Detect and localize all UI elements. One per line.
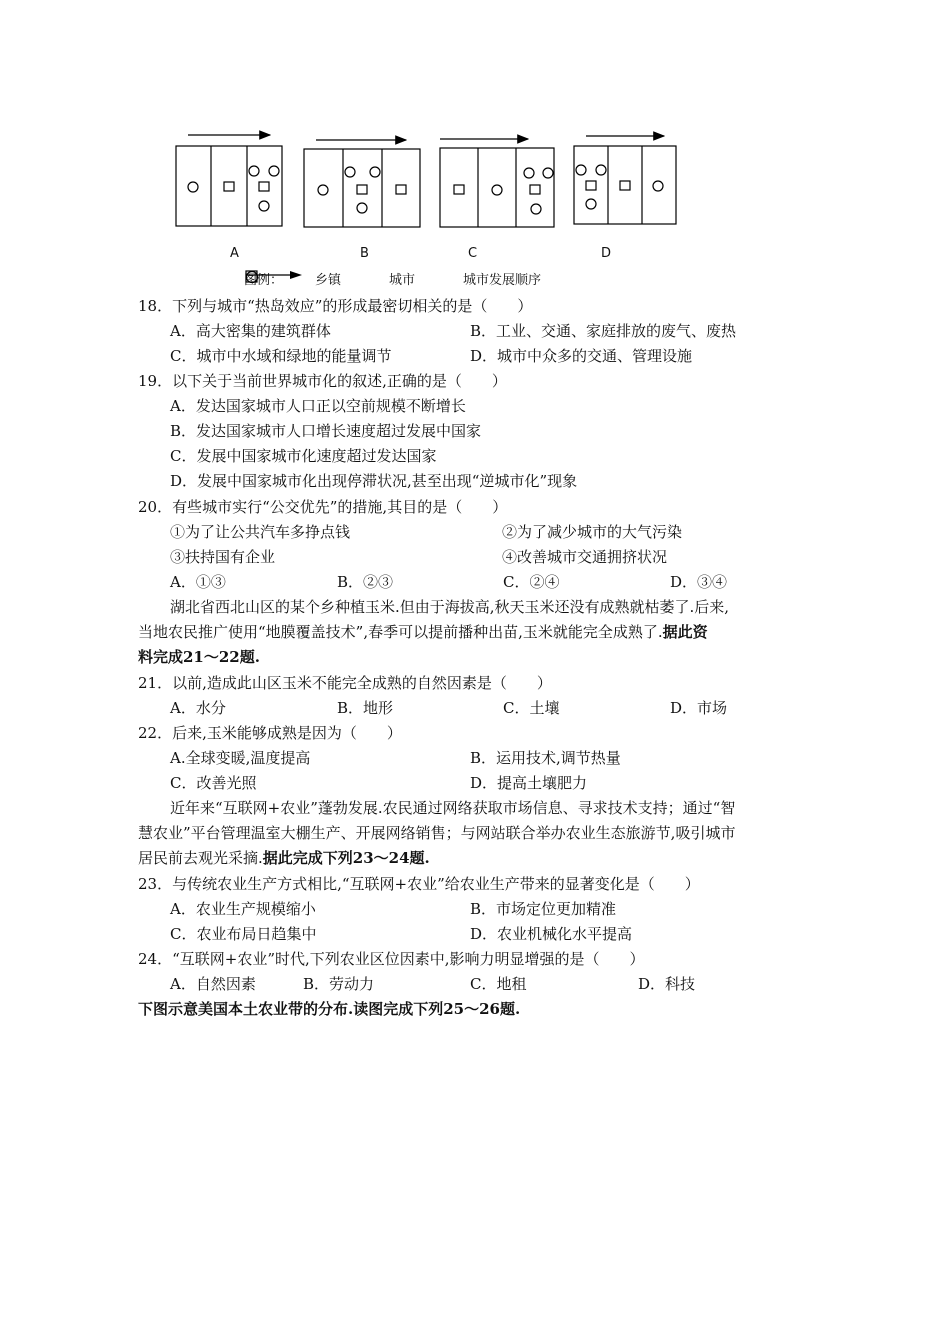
- q21-option-c: C．土壤: [503, 699, 560, 717]
- q23-option-c: C．农业布局日趋集中: [170, 925, 317, 943]
- q20-option-b: B．②③: [337, 573, 394, 591]
- q18-option-a: A．高大密集的建筑群体: [170, 322, 331, 340]
- q21-option-d: D．市场: [670, 699, 728, 717]
- diagram-d-frame: [574, 146, 676, 224]
- q23-option-d: D．农业机械化水平提高: [470, 925, 633, 943]
- passage2-line3: [138, 848, 430, 868]
- legend-town-label: 乡镇: [315, 273, 342, 288]
- q21-stem: 21．以前,造成此山区玉米不能完全成熟的自然因素是（ ）: [138, 674, 552, 692]
- q20-statement-2: ②为了减少城市的大气污染: [502, 523, 683, 541]
- urbanization-diagrams: [170, 122, 690, 292]
- q24-stem: 24．“互联网+农业”时代,下列农业区位因素中,影响力明显增强的是（ ）: [138, 950, 645, 968]
- q23-stem: 23．与传统农业生产方式相比,“互联网+农业”给农业生产带来的显著变化是（ ）: [138, 875, 700, 893]
- q22-option-d: D．提高土壤肥力: [470, 774, 588, 792]
- passage2-line2: 慧农业”平台管理温室大棚生产、开展网络销售；与网站联合举办农业生态旅游节,吸引城市: [138, 824, 736, 842]
- q19-option-d: D．发展中国家城市化出现停滞状况,甚至出现“逆城市化”现象: [170, 472, 578, 490]
- q20-option-c: C．②④: [503, 573, 560, 591]
- legend-title: 图例：: [244, 273, 284, 288]
- diagram-c-frame: [440, 148, 554, 227]
- diagram-b-frame: [304, 149, 420, 227]
- q20-statement-4: ④改善城市交通拥挤状况: [502, 548, 668, 566]
- q21-option-a: A．水分: [170, 699, 226, 717]
- urbanization-figure: [170, 122, 690, 292]
- q22-option-b: B．运用技术,调节热量: [470, 749, 621, 767]
- q19-option-c: C．发展中国家城市化速度超过发达国家: [170, 447, 437, 465]
- q18-option-d: D．城市中众多的交通、管理设施: [470, 347, 693, 365]
- q19-option-b: B．发达国家城市人口增长速度超过发展中国家: [170, 422, 482, 440]
- q24-option-c: C．地租: [470, 975, 527, 993]
- passage2-line3-instruction: 据此完成下列23～24题.: [262, 849, 430, 867]
- city-square: [224, 182, 234, 191]
- order-arrow-icon: [244, 269, 304, 281]
- label-a: A: [230, 246, 239, 261]
- town-circle: [188, 182, 198, 192]
- legend-order-label: 城市发展顺序: [463, 273, 542, 288]
- passage1-line3: 料完成21～22题.: [138, 648, 260, 666]
- label-c: C: [468, 246, 478, 261]
- q18-option-c: C．城市中水域和绿地的能量调节: [170, 347, 392, 365]
- q19-option-a: A．发达国家城市人口正以空前规模不断增长: [170, 397, 466, 415]
- q23-option-a: A．农业生产规模缩小: [170, 900, 316, 918]
- legend-city-label: 城市: [389, 273, 416, 288]
- passage1-line2-text: 当地农民推广使用“地膜覆盖技术”,春季可以提前播种出苗,玉米就能完全成熟了.: [138, 623, 663, 641]
- label-d: D: [601, 246, 612, 261]
- label-b: B: [360, 246, 369, 261]
- q20-statement-1: ①为了让公共汽车多挣点钱: [170, 523, 351, 541]
- q20-option-d: D．③④: [670, 573, 728, 591]
- passage1-line2-instruction: 据此资: [662, 623, 708, 641]
- q19-stem: 19．以下关于当前世界城市化的叙述,正确的是（ ）: [138, 372, 507, 390]
- q20-option-a: A．①③: [170, 573, 226, 591]
- diagram-a-frame: [176, 146, 282, 226]
- passage1-line2: [138, 622, 708, 642]
- q20-statement-3: ③扶持国有企业: [170, 548, 276, 566]
- passage2-line1: 近年来“互联网+农业”蓬勃发展.农民通过网络获取市场信息、寻求技术支持；通过“智: [170, 799, 736, 817]
- q18-stem: 18．下列与城市“热岛效应”的形成最密切相关的是（ ）: [138, 297, 533, 315]
- passage1-line1: 湖北省西北山区的某个乡种植玉米.但由于海拔高,秋天玉米还没有成熟就枯萎了.后来,: [170, 598, 730, 616]
- q24-option-a: A．自然因素: [170, 975, 256, 993]
- q24-option-d: D．科技: [638, 975, 696, 993]
- q22-option-c: C．改善光照: [170, 774, 257, 792]
- figure-legend: [244, 269, 573, 288]
- q20-stem: 20．有些城市实行“公交优先”的措施,其目的是（ ）: [138, 498, 508, 516]
- q21-option-b: B．地形: [337, 699, 394, 717]
- map-question-intro: 下图示意美国本土农业带的分布.读图完成下列25～26题.: [138, 1000, 521, 1018]
- passage2-line3-text: 居民前去观光采摘.: [138, 849, 263, 867]
- q22-option-a: A.全球变暖,温度提高: [170, 749, 311, 767]
- q24-option-b: B．劳动力: [303, 975, 375, 993]
- q18-option-b: B．工业、交通、家庭排放的废气、废热: [470, 322, 737, 340]
- q22-stem: 22．后来,玉米能够成熟是因为（ ）: [138, 724, 402, 742]
- q23-option-b: B．市场定位更加精准: [470, 900, 617, 918]
